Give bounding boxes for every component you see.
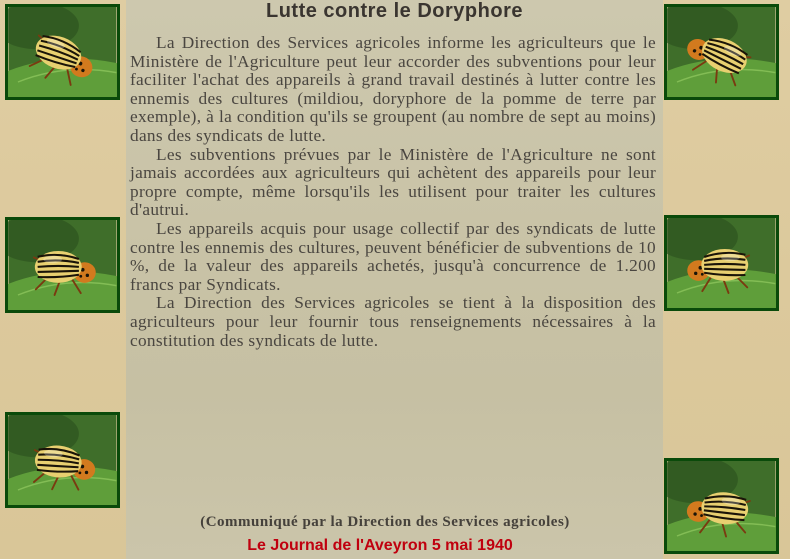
colorado-beetle-photo-bottom-right [664,458,779,554]
article-body [130,34,656,350]
colorado-beetle-photo-middle-right [664,215,779,311]
beetle-icon [8,7,117,97]
beetle-icon [667,218,776,308]
article-title: Lutte contre le Doryphore [266,0,523,22]
beetle-icon [667,7,776,97]
article-paragraph: Les appareils acquis pour usage collectif par des syndicats de lutte contre les ennemis des cultures, peuvent bénéficier de subventions de 10 %, de la valeur des appareils achetés, jusqu'à concurrence de 1.200 francs par Syndicats. [130,218,656,294]
article-credit: (Communiqué par la Direction des Services agricoles) [200,514,570,530]
colorado-beetle-photo-bottom-left [5,412,120,508]
beetle-icon [8,220,117,310]
colorado-beetle-photo-top-left [5,4,120,100]
article-paragraph: La Direction des Services agricoles se tient à la disposition des agriculteurs pour leur fournir tous renseignements nécessaires à la constitution des syndicats de lutte. [130,293,656,350]
source-caption: Le Journal de l'Aveyron 5 mai 1940 [247,537,513,554]
article-paragraph: La Direction des Services agricoles informe les agriculteurs que le Ministère de l'Agriculture peut leur accorder des subventions pour leur faciliter l'achat des appareils à grand travail destinés à lutter contre les ennemis des cultures (mildiou, doryphore de la pomme de terre par exemple), à la condition qu'ils se groupent (au nombre de sept au moins) dans des syndicats de lutte. [130,33,656,145]
article-paragraph: Les subventions prévues par le Ministère de l'Agriculture ne sont jamais accordées aux agriculteurs qui achètent des appareils pour leur propre compte, même lorsqu'ils les utilisent pour traiter les cultures d'autrui. [130,144,656,220]
beetle-icon [667,461,776,551]
colorado-beetle-photo-middle-left [5,217,120,313]
colorado-beetle-photo-top-right [664,4,779,100]
beetle-icon [8,415,117,505]
